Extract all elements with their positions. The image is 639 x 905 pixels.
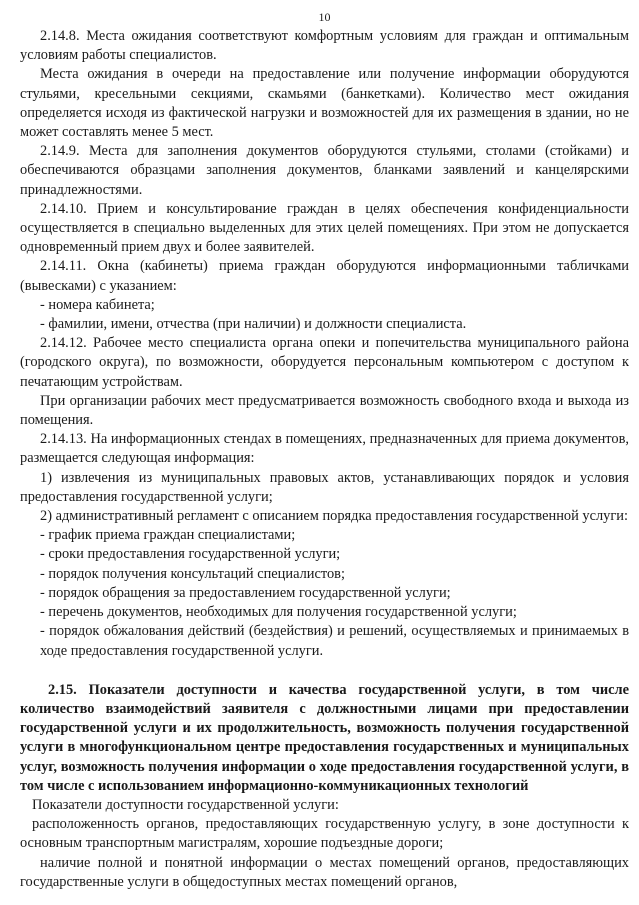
bullet-consultations: - порядок получения консультаций специалистов; (40, 565, 345, 582)
bullet-appeal-order: - порядок обжалования действий (бездействия) и решений, осуществляемых и принимаемых в ходе предоставления государственной услуги. (40, 623, 629, 659)
document-page (20, 10, 629, 892)
paragraph-workplace-org: При организации рабочих мест предусматривается возможность свободного входа и выхода из помещения. (20, 392, 629, 429)
bullet-cabinet-number: - номера кабинета; (40, 296, 155, 313)
paragraph-2-14-10: 2.14.10. Прием и консультирование граждан в целях обеспечения конфиденциальности осуществляется в специально выделенных для этих целей помещениях. При этом не допускается одновременный прием двух и более заявителей. (20, 200, 629, 256)
paragraph-accessibility-title: Показатели доступности государственной услуги: (32, 796, 339, 813)
paragraph-full-info: наличие полной и понятной информации о местах помещений органов, предоставляющих государственные услуги в общедоступных местах помещений органов, (20, 854, 629, 890)
section-heading-2-15: 2.15. Показатели доступности и качества государственной услуги, в том числе количество взаимодействий заявителя с должностными лицами при предоставлении государственной услуги и их продолжительность, возможность получения государственной услуги в многофункциональном центре предоставления государственных и муниципальных услуг, возможность получения информации о ходе предоставления государственной услуги, в том числе с использованием информационно-коммуникационных технологий (20, 681, 629, 794)
paragraph-waiting-places: Места ожидания в очереди на предоставление или получение информации оборудуются стульями, кресельными секциями, скамьями (банкетками). Количество мест ожидания определяется исходя из фактической нагрузки и возможностей для их размещения в здании, но не может составлять менее 5 мест. (20, 66, 629, 141)
page-number: 10 (318, 10, 331, 24)
document-content (20, 27, 629, 892)
bullet-application-order: - порядок обращения за предоставлением государственной услуги; (40, 584, 451, 601)
bullet-specialist-name: - фамилии, имени, отчества (при наличии) и должности специалиста. (40, 316, 467, 333)
paragraph-2-14-11: 2.14.11. Окна (кабинеты) приема граждан оборудуются информационными табличками (вывесками) с указанием: (20, 258, 629, 294)
bullet-schedule: - график приема граждан специалистами; (40, 527, 296, 544)
paragraph-2-14-13: 2.14.13. На информационных стендах в помещениях, предназначенных для приема документов, размещается следующая информация: (20, 431, 629, 467)
paragraph-location: расположенность органов, предоставляющих государственную услугу, в зоне доступности к основным транспортным магистралям, хорошие подъездные дороги; (20, 816, 629, 852)
paragraph-2-14-12: 2.14.12. Рабочее место специалиста органа опеки и попечительства муниципального района (городского округа), по возможности, оборудуется персональным компьютером с доступом к печатающим устройствам. (20, 335, 629, 390)
bullet-deadlines: - сроки предоставления государственной услуги; (40, 546, 341, 563)
list-item-1: 1) извлечения из муниципальных правовых актов, устанавливающих порядок и условия предоставления государственной услуги; (20, 469, 629, 505)
paragraph-2-14-8: 2.14.8. Места ожидания соответствуют комфортным условиям для граждан и оптимальным условиям работы специалистов. (20, 28, 629, 64)
bullet-documents-list: - перечень документов, необходимых для получения государственной услуги; (40, 604, 517, 621)
list-item-2: 2) административный регламент с описанием порядка предоставления государственной услуги: (40, 508, 628, 525)
paragraph-2-14-9: 2.14.9. Места для заполнения документов оборудуются стульями, столами (стойками) и обеспечиваются образцами заполнения документов, бланками заявлений и канцелярскими принадлежностями. (20, 143, 629, 198)
